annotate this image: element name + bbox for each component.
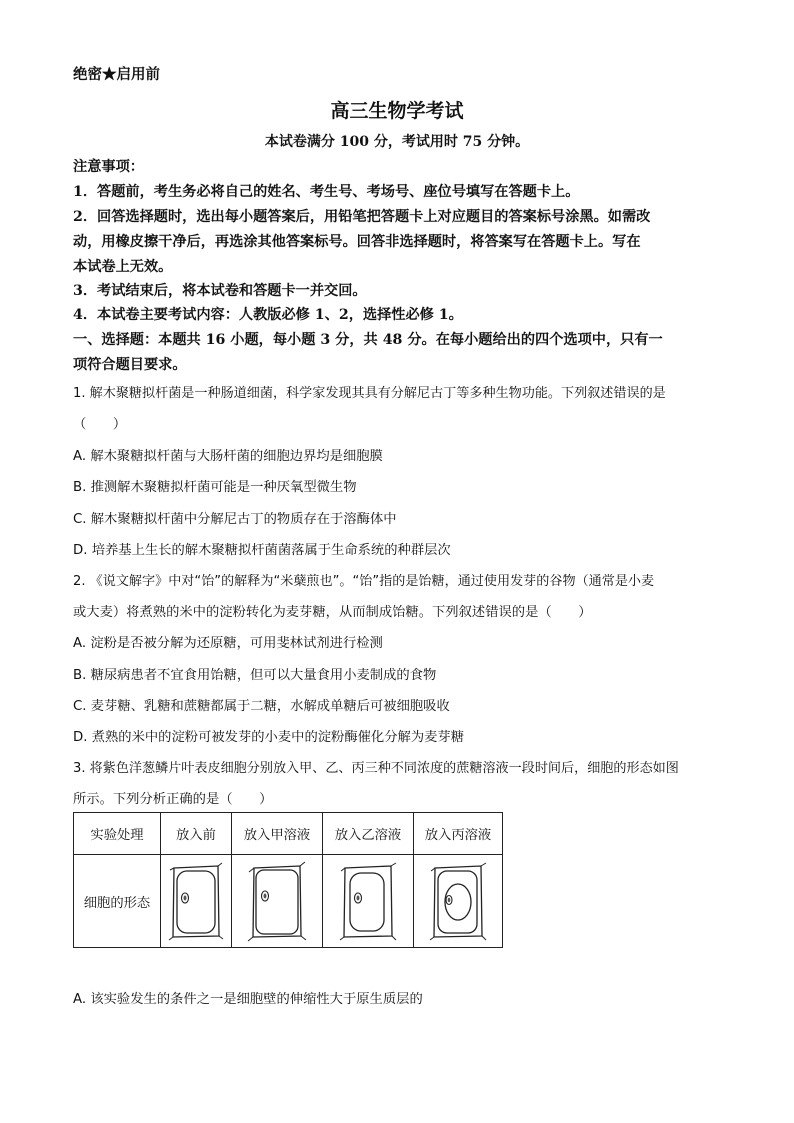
- table-header: 放入乙溶液: [323, 813, 414, 855]
- q2-stem: 2. 《说文解字》中对“饴”的解释为“米蘖煎也”。“饴”指的是饴糖，通过使用发芽的谷物（通常是小麦: [73, 574, 655, 589]
- secret-mark: 绝密★启用前: [73, 66, 160, 83]
- section-heading: 一、选择题：本题共 16 小题，每小题 3 分，共 48 分。在每小题给出的四个选项中，只有一: [73, 332, 663, 348]
- notice-item-2: 2．回答选择题时，选出每小题答案后，用铅笔把答题卡上对应题目的答案标号涂黑。如需改: [73, 209, 651, 225]
- q3-stem-cont: 所示。下列分析正确的是（ ）: [73, 792, 273, 807]
- cell-solution-b-image: [323, 855, 414, 948]
- q1-option-b: B. 推测解木聚糖拟杆菌可能是一种厌氧型微生物: [73, 480, 357, 495]
- q3-option-a: A. 该实验发生的条件之一是细胞壁的伸缩性大于原生质层的: [73, 992, 423, 1007]
- notice-item-3: 3．考试结束后，将本试卷和答题卡一并交回。: [73, 283, 367, 299]
- q1-option-a: A. 解木聚糖拟杆菌与大肠杆菌的细胞边界均是细胞膜: [73, 449, 383, 464]
- page-title: 高三生物学考试: [330, 100, 464, 122]
- notice-item-2-cont: 动，用橡皮擦干净后，再选涂其他答案标号。回答非选择题时，将答案写在答题卡上。写在: [73, 234, 641, 250]
- q1-option-d: D. 培养基上生长的解木聚糖拟杆菌菌落属于生命系统的种群层次: [73, 543, 451, 558]
- table-header: 实验处理: [74, 813, 161, 855]
- q1-stem: 1. 解木聚糖拟杆菌是一种肠道细菌，科学家发现其具有分解尼古丁等多种生物功能。下列叙述错误的是: [73, 386, 666, 401]
- q3-stem: 3. 将紫色洋葱鳞片叶表皮细胞分别放入甲、乙、丙三种不同浓度的蔗糖溶液一段时间后，细胞的形态如图: [73, 761, 679, 776]
- cell-solution-c-image: [414, 855, 503, 948]
- plant-cell-a-icon: [247, 860, 307, 942]
- cell-before-image: [161, 855, 232, 948]
- q2-option-d: D. 煮熟的米中的淀粉可被发芽的小麦中的淀粉酶催化分解为麦芽糖: [73, 730, 465, 745]
- notice-heading: 注意事项：: [73, 159, 144, 175]
- plant-cell-b-icon: [339, 860, 397, 942]
- notice-item-2-cont2: 本试卷上无效。: [73, 259, 173, 275]
- plant-cell-before-icon: [168, 860, 224, 942]
- q2-stem-cont: 或大麦）将煮熟的米中的淀粉转化为麦芽糖，从而制成饴糖。下列叙述错误的是（ ）: [73, 605, 592, 620]
- cell-solution-a-image: [232, 855, 323, 948]
- section-heading-cont: 项符合题目要求。: [73, 357, 187, 373]
- table-header: 放入丙溶液: [414, 813, 503, 855]
- table-header: 放入前: [161, 813, 232, 855]
- plant-cell-c-icon: [429, 860, 487, 942]
- q1-blank: （ ）: [73, 417, 127, 432]
- table-header: 放入甲溶液: [232, 813, 323, 855]
- q2-option-c: C. 麦芽糖、乳糖和蔗糖都属于二糖，水解成单糖后可被细胞吸收: [73, 699, 450, 714]
- notice-item-1: 1．答题前，考生务必将自己的姓名、考生号、考场号、座位号填写在答题卡上。: [73, 184, 580, 200]
- experiment-table: [73, 812, 503, 948]
- table-row-label: 细胞的形态: [74, 855, 161, 948]
- q2-option-a: A. 淀粉是否被分解为还原糖，可用斐林试剂进行检测: [73, 636, 383, 651]
- q1-option-c: C. 解木聚糖拟杆菌中分解尼古丁的物质存在于溶酶体中: [73, 512, 397, 527]
- q2-option-b: B. 糖尿病患者不宜食用饴糖，但可以大量食用小麦制成的食物: [73, 668, 437, 683]
- subtitle: 本试卷满分 100 分，考试用时 75 分钟。: [264, 134, 530, 150]
- notice-item-4: 4．本试卷主要考试内容：人教版必修 1、2，选择性必修 1。: [73, 307, 463, 323]
